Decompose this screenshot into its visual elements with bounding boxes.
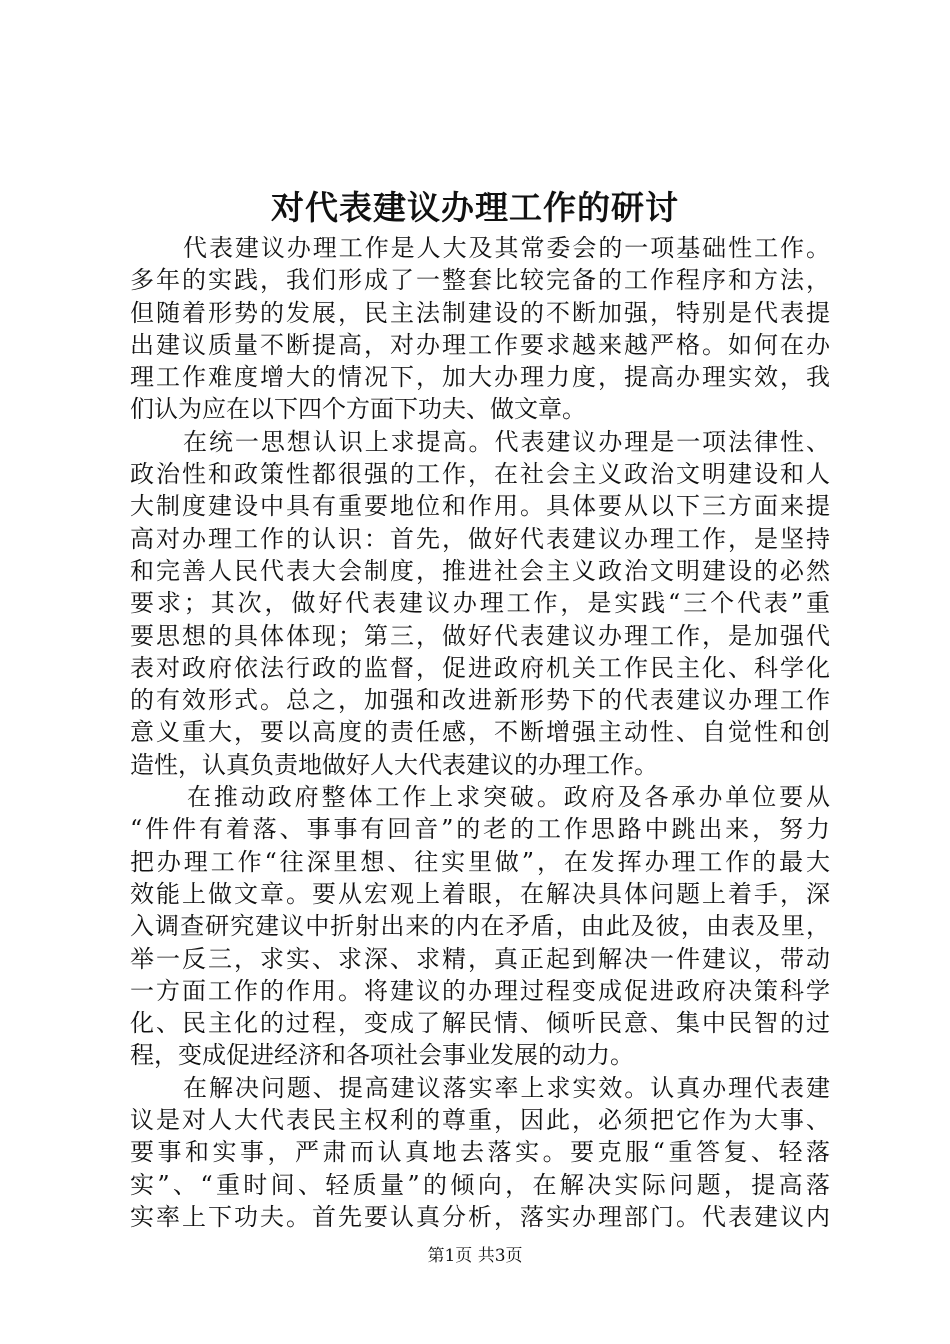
paragraph-2-line-11: 造性，认真负责地做好人大代表建议的办理工作。 xyxy=(130,750,658,779)
paragraph-3-line-4: 效能上做文章。要从宏观上着眼，在解决具体问题上着手，深 xyxy=(130,879,830,908)
paragraph-2-line-10: 意义重大，要以高度的责任感，不断增强主动性、自觉性和创 xyxy=(130,718,830,747)
paragraph-3-line-9: 程，变成促进经济和各项社会事业发展的动力。 xyxy=(130,1041,634,1070)
paragraph-3-line-5: 入调查研究建议中折射出来的内在矛盾，由此及彼，由表及里， xyxy=(130,912,830,941)
document-body xyxy=(130,232,830,1233)
paragraph-1-line-1: 代表建议办理工作是人大及其常委会的一项基础性工作。 xyxy=(183,234,830,262)
paragraph-1-line-3: 但随着形势的发展，民主法制建设的不断加强，特别是代表提 xyxy=(130,298,830,327)
paragraph-2-line-4: 高对办理工作的认识：首先，做好代表建议办理工作，是坚持 xyxy=(130,524,830,553)
paragraph-3-line-7: 一方面工作的作用。将建议的办理过程变成促进政府决策科学 xyxy=(130,976,830,1005)
paragraph-1-line-2: 多年的实践，我们形成了一整套比较完备的工作程序和方法， xyxy=(130,266,830,295)
paragraph-3-line-3: 把办理工作“往深里想、往实里做”，在发挥办理工作的最大 xyxy=(130,847,830,876)
paragraph-1-line-4: 出建议质量不断提高，对办理工作要求越来越严格。如何在办 xyxy=(130,330,830,359)
paragraph-3-line-6: 举一反三，求实、求深、求精，真正起到解决一件建议，带动 xyxy=(130,944,830,973)
paragraph-4-line-3: 要事和实事，严肃而认真地去落实。要克服“重答复、轻落 xyxy=(130,1138,830,1167)
paragraph-2-line-2: 政治性和政策性都很强的工作，在社会主义政治文明建设和人 xyxy=(130,460,830,489)
paragraph-3-line-8: 化、民主化的过程，变成了解民情、倾听民意、集中民智的过 xyxy=(130,1009,830,1038)
paragraph-2-line-6: 要求；其次，做好代表建议办理工作，是实践“三个代表”重 xyxy=(130,589,830,618)
paragraph-1-line-5: 理工作难度增大的情况下，加大办理力度，提高办理实效，我 xyxy=(130,363,830,392)
paragraph-2-line-1: 在统一思想认识上求提高。代表建议办理是一项法律性、 xyxy=(183,427,830,456)
paragraph-4-line-2: 议是对人大代表民主权利的尊重，因此，必须把它作为大事、 xyxy=(130,1106,830,1135)
paragraph-2-line-8: 表对政府依法行政的监督，促进政府机关工作民主化、科学化 xyxy=(130,653,830,682)
paragraph-4-line-4: 实”、“重时间、轻质量”的倾向，在解决实际问题，提高落 xyxy=(130,1170,830,1199)
paragraph-3-line-2: “件件有着落、事事有回音”的老的工作思路中跳出来，努力 xyxy=(130,815,830,844)
paragraph-4-line-5: 实率上下功夫。首先要认真分析，落实办理部门。代表建议内 xyxy=(130,1202,830,1231)
paragraph-1-line-6: 们认为应在以下四个方面下功夫、做文章。 xyxy=(130,395,586,424)
paragraph-2-line-9: 的有效形式。总之，加强和改进新形势下的代表建议办理工作 xyxy=(130,686,830,715)
paragraph-2-line-3: 大制度建设中具有重要地位和作用。具体要从以下三方面来提 xyxy=(130,492,830,521)
paragraph-3-line-1: 在推动政府整体工作上求突破。政府及各承办单位要从 xyxy=(187,783,830,812)
page-number-footer: 第1页 共3页 xyxy=(427,1246,523,1266)
document-title: 对代表建议办理工作的研讨 xyxy=(271,188,679,227)
paragraph-4-line-1: 在解决问题、提高建议落实率上求实效。认真办理代表建 xyxy=(183,1073,830,1102)
paragraph-2-line-5: 和完善人民代表大会制度，推进社会主义政治文明建设的必然 xyxy=(130,556,830,585)
paragraph-2-line-7: 要思想的具体体现；第三，做好代表建议办理工作，是加强代 xyxy=(130,621,830,650)
